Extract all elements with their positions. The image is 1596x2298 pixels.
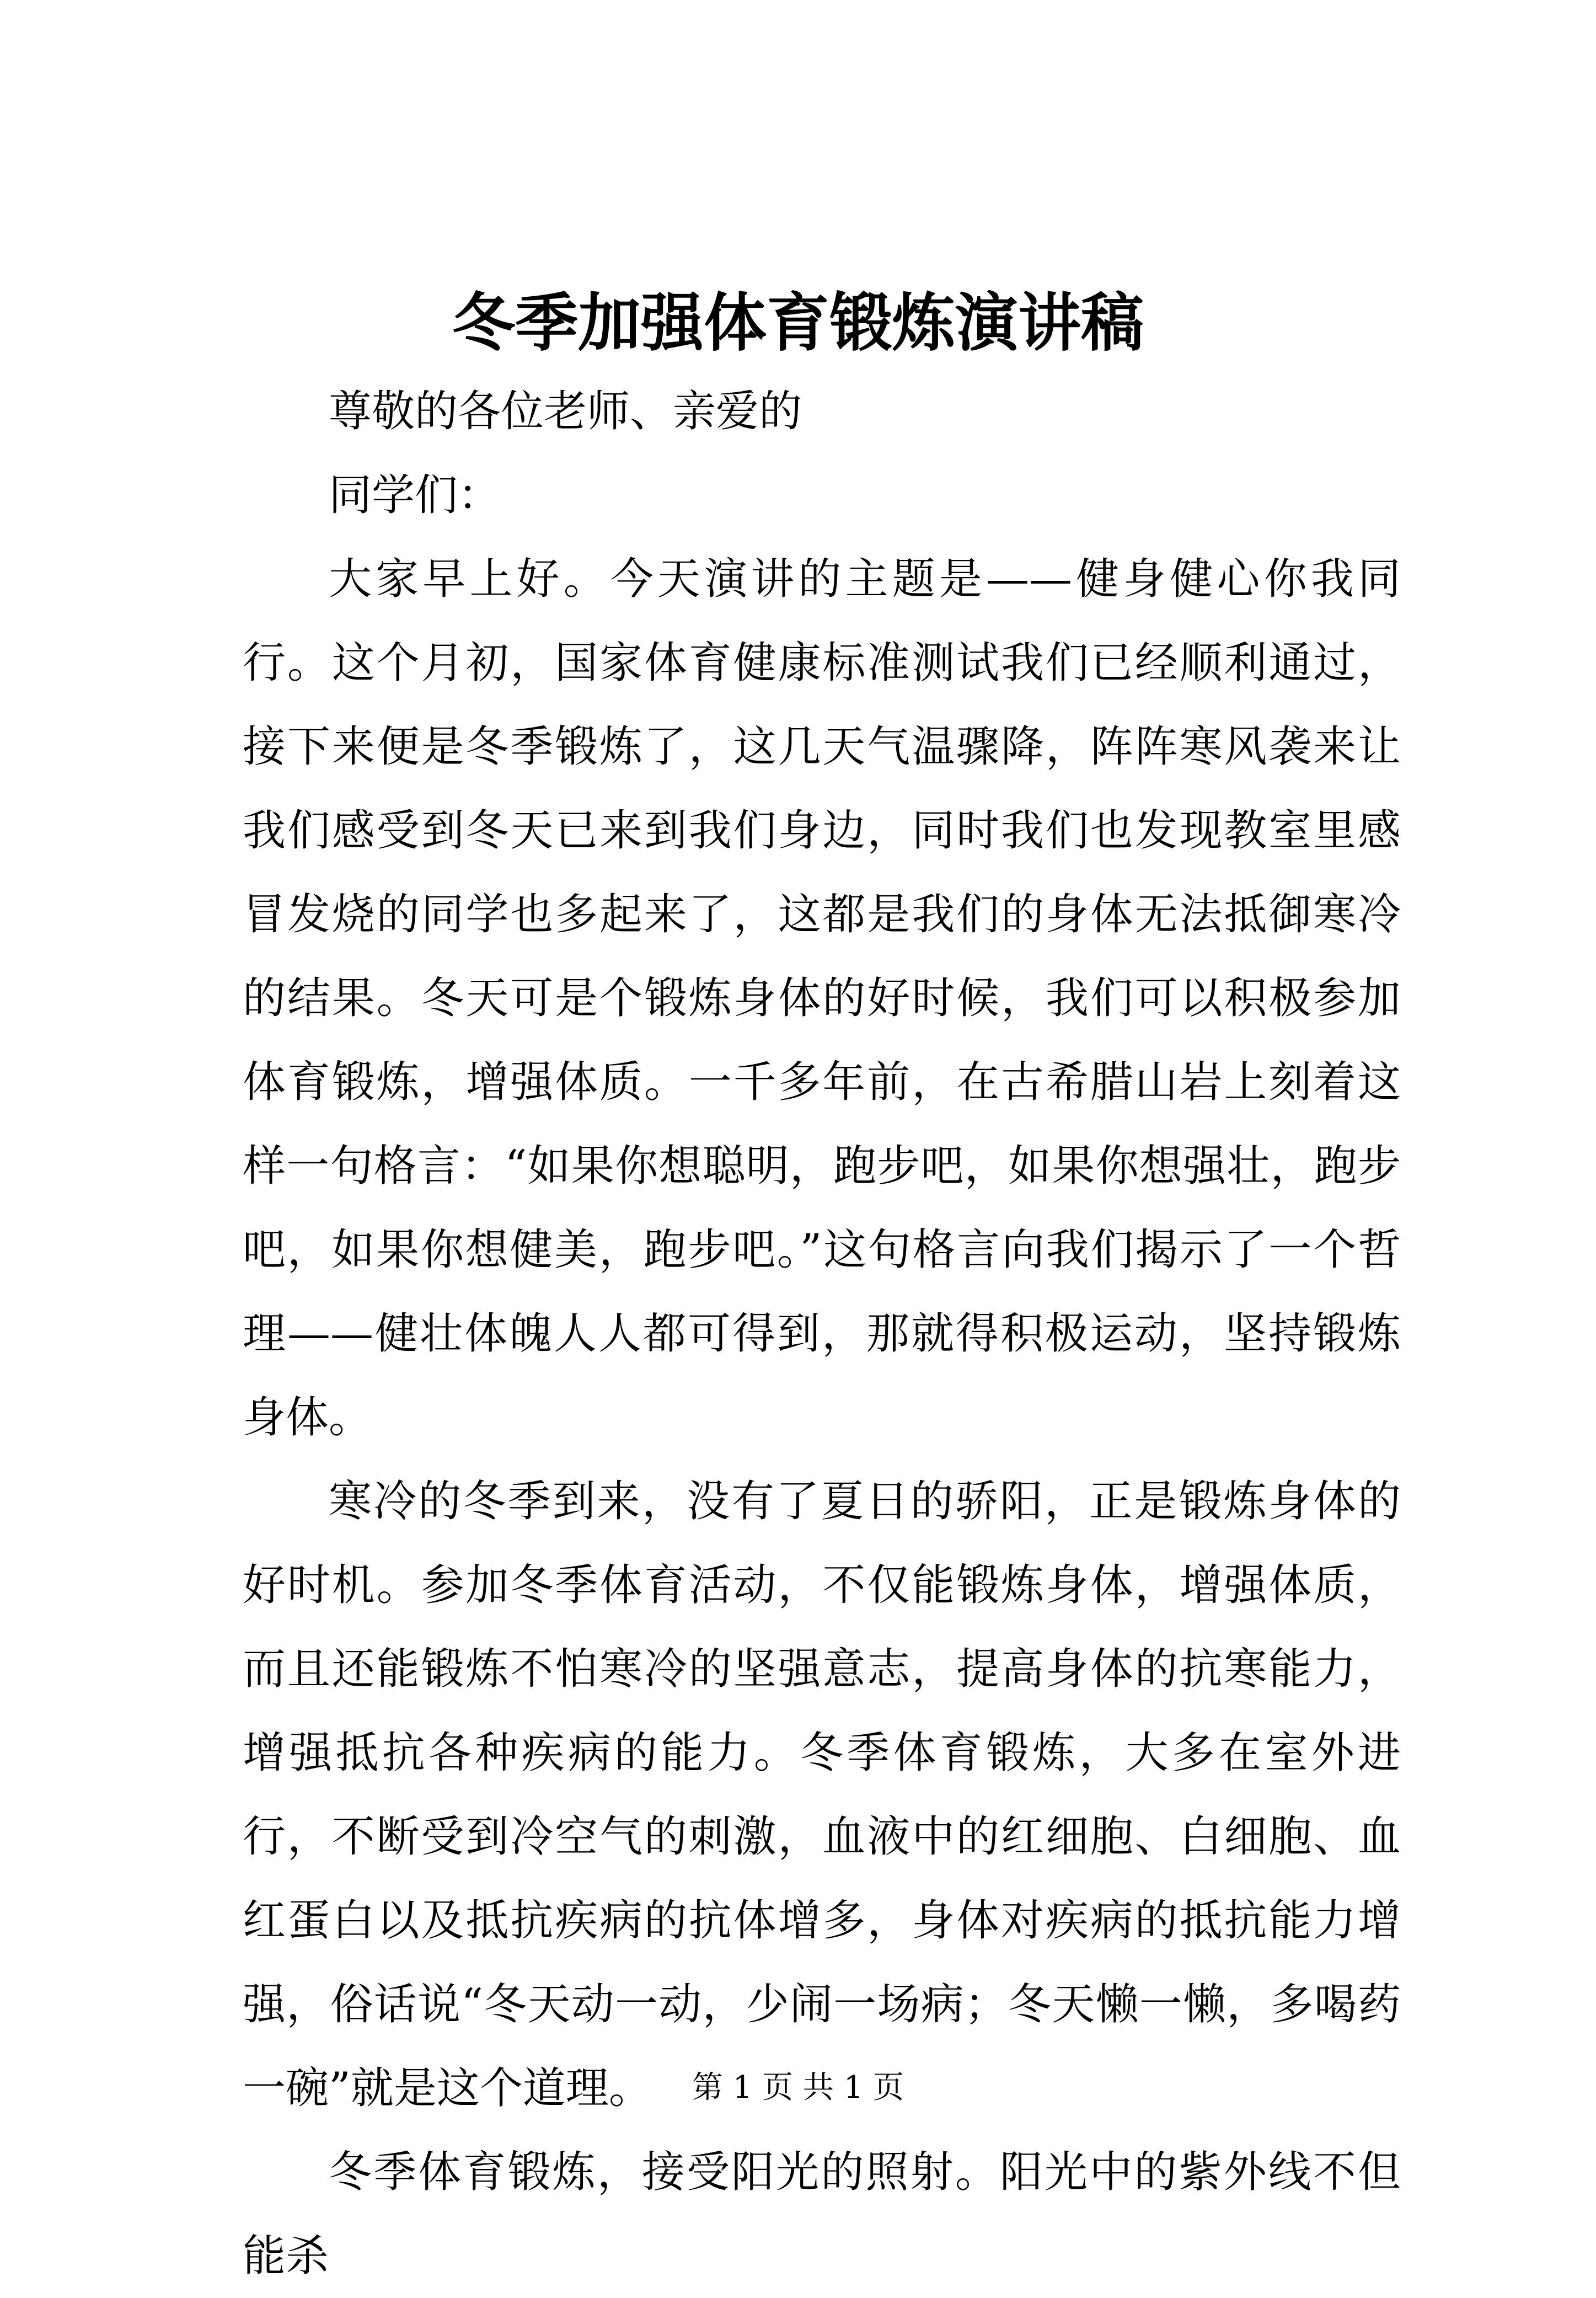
document-body xyxy=(243,370,1401,2298)
body-paragraph: 冬季体育锻炼，接受阳光的照射。阳光中的紫外线不但能杀 xyxy=(243,2147,1401,2281)
salutation-line-2: 同学们： xyxy=(329,471,501,520)
page-number-footer: 第 1 页 共 1 页 xyxy=(692,2070,904,2105)
body-paragraph: 大家早上好。今天演讲的主题是——健身健心你我同行。这个月初，国家体育健康标准测试我们已经顺利通过，接下来便是冬季锻炼了，这几天气温骤降，阵阵寒风袭来让我们感受到冬天已来到我们身边，同时我们也发现教室里感冒发烧的同学也多起来了，这都是我们的身体无法抵御寒冷的结果。冬天可是个锻炼身体的好时候，我们可以积极参加体育锻炼，增强体质。一千多年前，在古希腊山岩上刻着这样一句格言：“如果你想聪明，跑步吧，如果你想强壮，跑步吧，如果你想健美，跑步吧。”这句格言向我们揭示了一个哲理——健壮体魄人人都可得到，那就得积极运动，坚持锻炼身体。 xyxy=(243,554,1401,1442)
document-title: 冬季加强体育锻炼演讲稿 xyxy=(452,286,1144,360)
body-paragraph: 寒冷的冬季到来，没有了夏日的骄阳，正是锻炼身体的好时机。参加冬季体育活动，不仅能锻炼身体，增强体质，而且还能锻炼不怕寒冷的坚强意志，提高身体的抗寒能力，增强抵抗各种疾病的能力。冬季体育锻炼，大多在室外进行，不断受到冷空气的刺激，血液中的红细胞、白细胞、血红蛋白以及抵抗疾病的抗体增多，身体对疾病的抵抗能力增强，俗话说“冬天动一动，少闹一场病；冬天懒一懒，多喝药一碗”就是这个道理。 xyxy=(243,1477,1401,2113)
salutation-line-1: 尊敬的各位老师、亲爱的 xyxy=(329,387,802,436)
